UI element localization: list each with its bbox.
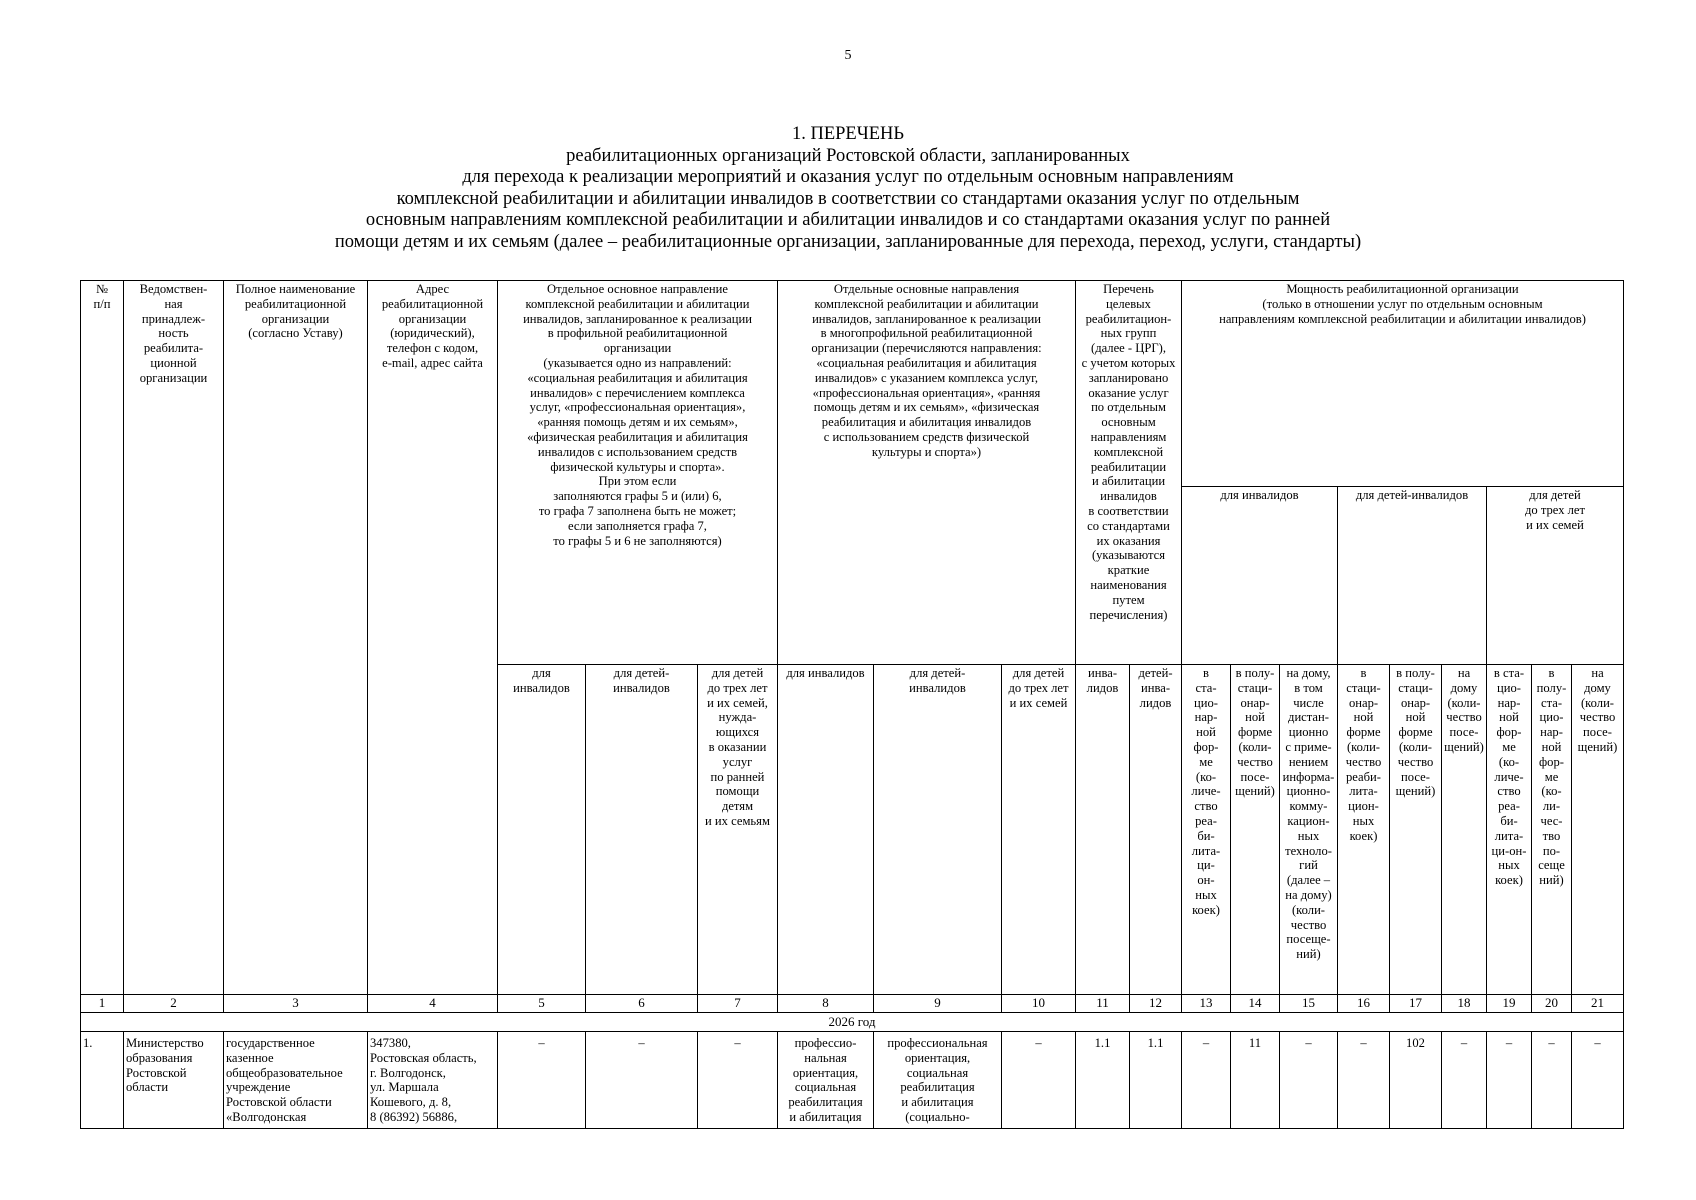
row-col-6: – [586,1032,698,1129]
organizations-table [80,280,1624,1129]
header-col-4: Адрес реабилитационной организации (юридический), телефон с кодом, e-mail, адрес сайта [368,281,498,995]
column-number: 4 [368,995,498,1013]
header-col-1: № п/п [81,281,124,995]
row-number: 1. [81,1032,124,1129]
header-col-12: детей- инва- лидов [1130,665,1182,995]
title-line-2: реабилитационных организаций Ростовской области, запланированных [566,145,1130,166]
column-number: 8 [778,995,874,1013]
column-number: 5 [498,995,586,1013]
header-col-9: для детей- инвалидов [874,665,1002,995]
header-col-14: в полу- стаци- онар- ной форме (коли- чество посе- щений) [1231,665,1280,995]
row-col-13: – [1182,1032,1231,1129]
header-group-13-21: Мощность реабилитационной организации (только в отношении услуг по отдельным основным направлениям комплексной реабилитации и абилитации инвалидов) [1182,281,1624,487]
row-col-14: 11 [1231,1032,1280,1129]
header-sub-13-15: для инвалидов [1182,487,1338,665]
header-col-5: для инвалидов [498,665,586,995]
header-col-6: для детей- инвалидов [586,665,698,995]
header-col-16: в стаци- онар- ной форме (коли- чество реаби- лита- цион- ных коек) [1338,665,1390,995]
header-col-13: в ста- цио- нар- ной фор- ме (ко- личе- ство реа- би- лита- ци- он- ных коек) [1182,665,1231,995]
column-number: 20 [1532,995,1572,1013]
header-col-15: на дому, в том числе дистан- ционно с приме- нением информа- ционно- комму- кацион- ных техноло- гий (далее – на дому) (коли- чество посеще- ний) [1280,665,1338,995]
row-address: 347380, Ростовская область, г. Волгодонск, ул. Маршала Кошевого, д. 8, 8 (86392) 56886, [368,1032,498,1129]
page-number: 5 [844,48,852,63]
document-title [0,124,1696,253]
column-number: 2 [124,995,224,1013]
header-col-17: в полу- стаци- онар- ной форме (коли- чество посе- щений) [1390,665,1442,995]
row-col-21: – [1572,1032,1624,1129]
column-number: 18 [1442,995,1487,1013]
header-col-7: для детей до трех лет и их семей, нужда- ющихся в оказании услуг по ранней помощи детям и их семьям [698,665,778,995]
title-line-4: комплексной реабилитации и абилитации инвалидов в соответствии со стандартами оказания услуг по отдельным [396,188,1300,209]
row-col-7: – [698,1032,778,1129]
header-group-5-7: Отдельное основное направление комплексной реабилитации и абилитации инвалидов, запланированное к реализации в профильной реабилитационной организации (указывается одно из направлений: «социальная реабилитация и абилитация инвалидов» с перечислением комплекса услуг, «профессиональная ориентация», «ранняя помощь детям и их семьям», «физическая реабилитация и абилитация инвалидов с использованием средств физической культуры и спорта». При этом если заполняются графы 5 и (или) 6, то графа 7 заполнена быть не может; если заполняется графа 7, то графы 5 и 6 не заполняются) [498,281,778,665]
header-col-21: на дому (коли- чество посе- щений) [1572,665,1624,995]
header-sub-19-21: для детей до трех лет и их семей [1487,487,1624,665]
row-col-12: 1.1 [1130,1032,1182,1129]
row-col-10: – [1002,1032,1076,1129]
header-col-3: Полное наименование реабилитационной организации (согласно Уставу) [224,281,368,995]
year-section-label: 2026 год [81,1013,1624,1032]
header-group-11-12: Перечень целевых реабилитацион- ных групп (далее - ЦРГ), с учетом которых запланировано оказание услуг по отдельным основным направлениям комплексной реабилитации и абилитации инвалидов в соответствии со стандартами их оказания (указываются краткие наименования путем перечисления) [1076,281,1182,665]
column-number: 13 [1182,995,1231,1013]
row-col-5: – [498,1032,586,1129]
column-number: 21 [1572,995,1624,1013]
header-col-20: в полу- ста- цио- нар- ной фор- ме (ко- ли- чес- тво по- сеще ний) [1532,665,1572,995]
column-number: 15 [1280,995,1338,1013]
header-col-19: в ста- цио- нар- ной фор- ме (ко- личе- ство реа- би- лита- ци-он- ных коек) [1487,665,1532,995]
row-affiliation: Министерство образования Ростовской области [124,1032,224,1129]
header-sub-16-18: для детей-инвалидов [1338,487,1487,665]
column-number: 3 [224,995,368,1013]
column-number: 14 [1231,995,1280,1013]
header-col-2: Ведомствен- ная принадлеж- ность реабилита- ционной организации [124,281,224,995]
column-number: 6 [586,995,698,1013]
column-numbers-row [81,995,1624,1013]
title-line-1: 1. ПЕРЕЧЕНЬ [791,124,905,144]
column-number: 17 [1390,995,1442,1013]
table-row [81,1032,1624,1129]
header-col-10: для детей до трех лет и их семей [1002,665,1076,995]
row-col-15: – [1280,1032,1338,1129]
row-organization-name: государственное казенное общеобразовательное учреждение Ростовской области «Волгодонская [224,1032,368,1129]
row-col-19: – [1487,1032,1532,1129]
column-number: 11 [1076,995,1130,1013]
row-col-20: – [1532,1032,1572,1129]
title-line-5: основным направлениям комплексной реабилитации и абилитации инвалидов и со стандартами оказания услуг по ранней [365,210,1331,230]
row-col-9: профессиональная ориентация, социальная реабилитация и абилитация (социально- [874,1032,1002,1129]
column-number: 1 [81,995,124,1013]
column-number: 7 [698,995,778,1013]
header-col-18: на дому (коли- чество посе- щений) [1442,665,1487,995]
header-col-11: инва- лидов [1076,665,1130,995]
row-col-18: – [1442,1032,1487,1129]
title-line-6: помощи детям и их семьям (далее – реабилитационные организации, запланированные для перехода, переход, услуги, стандарты) [334,231,1362,252]
header-col-8: для инвалидов [778,665,874,995]
column-number: 12 [1130,995,1182,1013]
column-number: 19 [1487,995,1532,1013]
row-col-16: – [1338,1032,1390,1129]
column-number: 9 [874,995,1002,1013]
row-col-17: 102 [1390,1032,1442,1129]
title-line-3: для перехода к реализации мероприятий и оказания услуг по отдельным основным направлениям [462,167,1234,187]
header-group-8-10: Отдельные основные направления комплексной реабилитации и абилитации инвалидов, запланированное к реализации в многопрофильной реабилитационной организации (перечисляются направления: «социальная реабилитация и абилитация инвалидов» с указанием комплекса услуг, «профессиональная ориентация», «ранняя помощь детям и их семьям», «физическая реабилитация и абилитация инвалидов с использованием средств физической культуры и спорта») [778,281,1076,665]
column-number: 10 [1002,995,1076,1013]
row-col-8: профессио- нальная ориентация, социальная реабилитация и абилитация [778,1032,874,1129]
row-col-11: 1.1 [1076,1032,1130,1129]
column-number: 16 [1338,995,1390,1013]
